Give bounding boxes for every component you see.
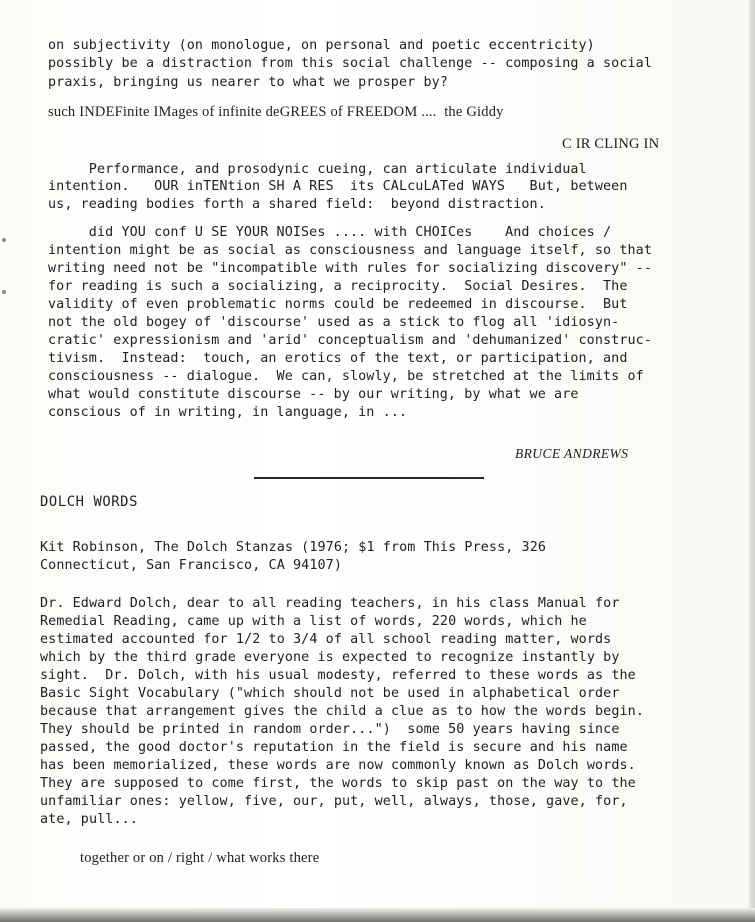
section-heading: DOLCH WORDS: [40, 494, 138, 510]
review-line: They should be printed in random order...") some 50 years having since: [40, 722, 620, 737]
page-bottom-shadow: [0, 908, 755, 922]
review-line: Dr. Edward Dolch, dear to all reading teachers, in his class Manual for: [40, 596, 620, 611]
essay-line: not the old bogey of 'discourse' used as a stick to flog all 'idiosyn-: [48, 315, 620, 330]
review-line: They are supposed to come first, the words to skip past on the way to the: [40, 776, 636, 791]
review-line: ate, pull...: [40, 812, 138, 827]
essay-line: what would constitute discourse -- by our writing, by what we are: [48, 387, 579, 402]
review-line: estimated accounted for 1/2 to 3/4 of all school reading matter, words: [40, 632, 612, 647]
review-line: unfamiliar ones: yellow, five, our, put, well, always, those, gave, for,: [40, 794, 628, 809]
essay-line: Performance, and prosodynic cueing, can articulate individual: [48, 162, 587, 177]
essay-line: on subjectivity (on monologue, on personal and poetic eccentricity): [48, 38, 595, 53]
essay-line: tivism. Instead: touch, an erotics of the text, or participation, and: [48, 351, 628, 366]
margin-speck: [2, 238, 6, 242]
essay-line: us, reading bodies forth a shared field: beyond distraction.: [48, 197, 546, 212]
page-edge-shadow: [749, 0, 755, 922]
review-line: sight. Dr. Dolch, with his usual modesty, referred to these words as the: [40, 668, 636, 683]
citation-line: Connecticut, San Francisco, CA 94107): [40, 558, 342, 573]
essay-line: validity of even problematic norms could be redeemed in discourse. But: [48, 297, 628, 312]
citation-line: Kit Robinson, The Dolch Stanzas (1976; $1 from This Press, 326: [40, 540, 547, 555]
review-line: passed, the good doctor's reputation in the field is secure and his name: [40, 740, 628, 755]
review-line: because that arrangement gives the child a clue as to how the words begin.: [40, 704, 644, 719]
essay-line: praxis, bringing us nearer to what we prosper by?: [48, 75, 448, 90]
author-signature: BRUCE ANDREWS: [515, 446, 629, 461]
essay-line: writing need not be "incompatible with rules for socializing discovery" --: [48, 261, 652, 276]
essay-line: intention might be as social as consciousness and language itself, so that: [48, 243, 652, 258]
poem-line: such INDEFinite IMages of infinite deGREES of FREEDOM .... the Giddy: [48, 104, 504, 120]
essay-line: conscious of in writing, in language, in ...: [48, 405, 408, 420]
section-divider: [254, 477, 484, 479]
margin-speck: [2, 290, 6, 294]
poem-line-right: C IR CLING IN: [562, 136, 660, 152]
essay-line: consciousness -- dialogue. We can, slowly, be stretched at the limits of: [48, 369, 644, 384]
essay-line: intention. OUR inTENtion SH A RES its CALcuLATed WAYS But, between: [48, 179, 628, 194]
essay-line: for reading is such a socializing, a reciprocity. Social Desires. The: [48, 279, 628, 294]
essay-line: possibly be a distraction from this social challenge -- composing a social: [48, 56, 652, 71]
essay-line: did YOU conf U SE YOUR NOISes .... with CHOICes And choices /: [48, 225, 612, 240]
review-line: Remedial Reading, came up with a list of words, 220 words, which he: [40, 614, 587, 629]
review-line: which by the third grade everyone is expected to recognize instantly by: [40, 650, 620, 665]
review-line: has been memorialized, these words are now commonly known as Dolch words.: [40, 758, 636, 773]
review-line: Basic Sight Vocabulary ("which should not be used in alphabetical order: [40, 686, 620, 701]
closing-line: together or on / right / what works there: [80, 850, 320, 866]
essay-line: cratic' expressionism and 'arid' conceptualism and 'dehumanized' construc-: [48, 333, 652, 348]
